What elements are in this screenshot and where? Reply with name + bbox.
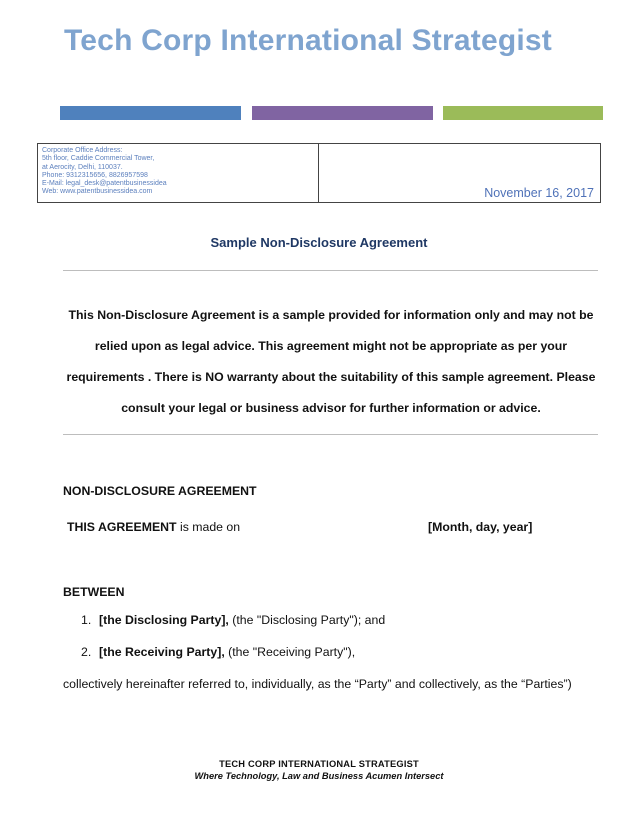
accent-bar-purple [252,106,433,120]
party-placeholder: [the Disclosing Party], [99,613,229,627]
date-cell [319,144,600,202]
document-heading: Sample Non-Disclosure Agreement [210,235,428,250]
accent-bar-green [443,106,603,120]
made-on-text: is made on [176,520,241,534]
party-text: (the "Disclosing Party"); and [228,613,386,627]
company-title: Tech Corp International Strategist [64,24,552,57]
party-placeholder: [the Receiving Party], [99,645,225,659]
accent-bar-blue [60,106,241,120]
list-item [81,613,385,627]
office-email: E-Mail: legal_desk@patentbusinessidea [42,180,167,188]
footer-company: TECH CORP INTERNATIONAL STRATEGIST [219,759,419,769]
agreement-title: NON-DISCLOSURE AGREEMENT [63,484,257,498]
agreement-date-placeholder: [Month, day, year] [428,520,533,534]
footer-tagline: Where Technology, Law and Business Acumen Intersect [194,771,444,781]
list-number: 1. [81,613,92,627]
office-info-table [37,143,601,203]
office-address-line: 5th floor, Caddie Commercial Tower, [42,155,155,163]
office-address-line: at Aerocity, Delhi, 110037. [42,163,123,171]
divider [63,434,598,435]
office-phone: Phone: 9312315656, 8826957598 [42,171,148,179]
document-date: November 16, 2017 [484,186,594,200]
party-text: (the "Receiving Party"), [224,645,356,659]
disclaimer-text: This Non-Disclosure Agreement is a sample provided for information only and may not be relied upon as legal advice. This agreement might not be appropriate as per your requirements . There is NO warranty about the suitability of this sample agreement. Please consult your legal or business advisor for further information or advice. [66,308,596,415]
list-number: 2. [81,645,92,659]
collectively-clause: collectively hereinafter referred to, individually, as the “Party” and collectively, as the “Parties”) [63,677,572,691]
office-address-cell [38,144,319,202]
divider [63,270,598,271]
list-item [81,645,355,659]
agreement-made-on [67,520,240,534]
made-on-bold: THIS AGREEMENT [67,520,177,534]
office-address-line: Corporate Office Address: [42,147,123,154]
office-web: Web: www.patentbusinessidea.com [42,188,153,196]
page-footer [0,758,638,782]
between-label: BETWEEN [63,585,125,599]
